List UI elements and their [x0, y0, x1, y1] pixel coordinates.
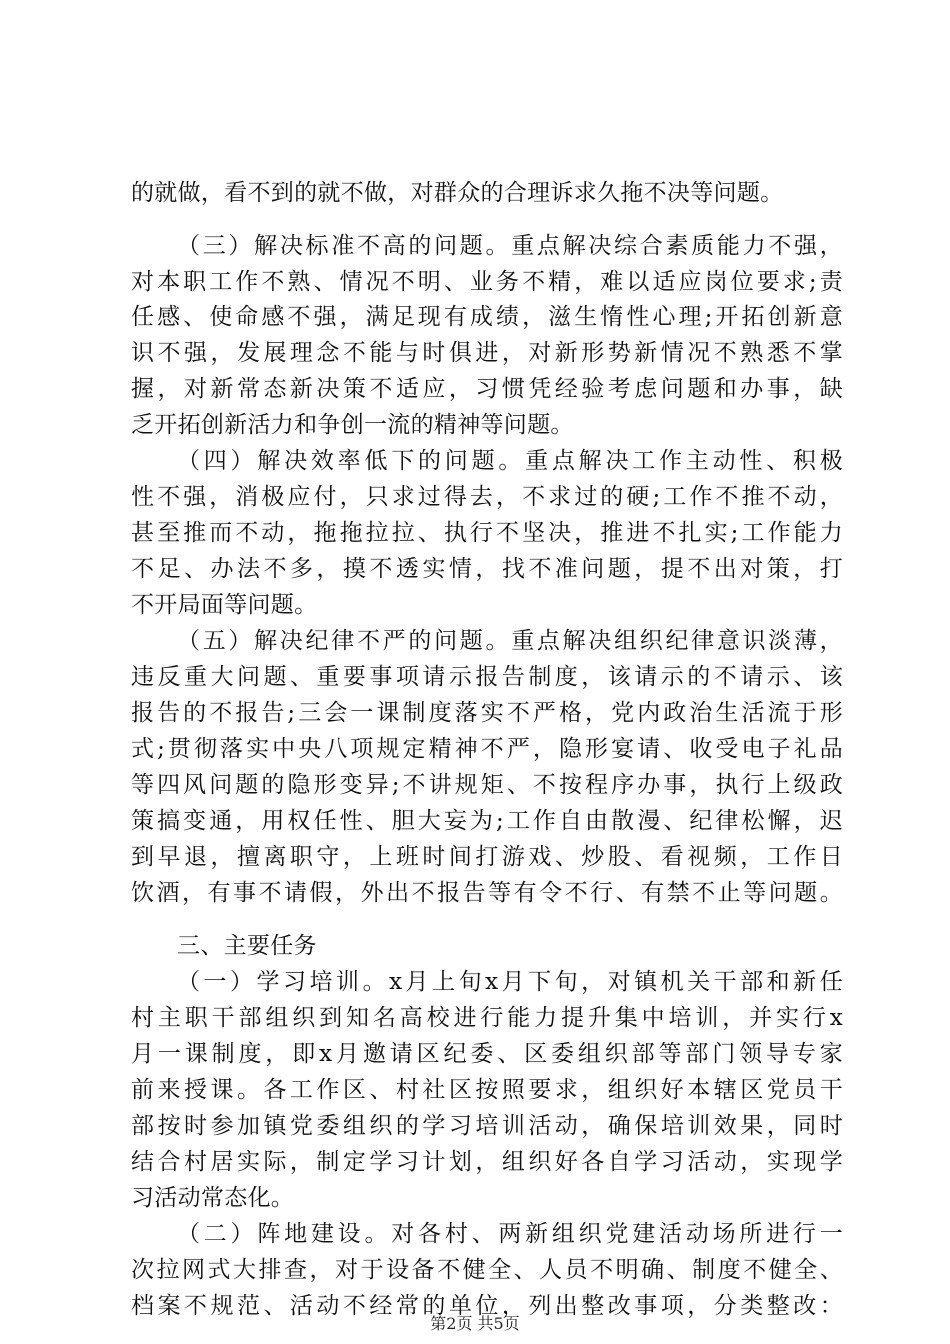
paragraph-4-line: （四）解决效率低下的问题。重点解决工作主动性、积极 [177, 448, 843, 474]
text-line: 握，对新常态新决策不适应，习惯凭经验考虑问题和办事，缺 [131, 376, 843, 402]
text-line: 甚至推而不动，拖拖拉拉、执行不坚决，推进不扎实;工作能力 [131, 520, 843, 546]
text-line: 性不强，消极应付，只求过得去，不求过的硬;工作不推不动， [131, 484, 843, 510]
text-line: 式;贯彻落实中央八项规定精神不严，隐形宴请、收受电子礼品 [131, 736, 843, 762]
text-line: 的就做，看不到的就不做，对群众的合理诉求久拖不决等问题。 [131, 180, 784, 206]
text-line: 次拉网式大排查，对于设备不健全、人员不明确、制度不健全、 [131, 1257, 843, 1283]
text-line: 到早退，擅离职守，上班时间打游戏、炒股、看视频，工作日 [131, 844, 843, 870]
text-line: 村主职干部组织到知名高校进行能力提升集中培训，并实行x [131, 1005, 843, 1031]
text-line: 任感、使命感不强，满足现有成绩，滋生惰性心理;开拓创新意 [131, 304, 843, 330]
page-number-footer: 第2页 共5页 [430, 1314, 520, 1333]
section-heading: 三、主要任务 [177, 933, 317, 959]
text-line: 对本职工作不熟、情况不明、业务不精，难以适应岗位要求;责 [131, 269, 843, 295]
text-line: 不足、办法不多，摸不透实情，找不准问题，提不出对策，打 [131, 556, 843, 582]
text-line: 结合村居实际，制定学习计划，组织好各自学习活动，实现学 [131, 1149, 843, 1175]
task-2-line: （二）阵地建设。对各村、两新组织党建活动场所进行一 [177, 1221, 843, 1247]
text-line: 月一课制度，即x月邀请区纪委、区委组织部等部门领导专家 [131, 1041, 843, 1067]
text-line: 部按时参加镇党委组织的学习培训活动，确保培训效果，同时 [131, 1113, 843, 1139]
text-line: 违反重大问题、重要事项请示报告制度，该请示的不请示、该 [131, 664, 843, 690]
text-line: 前来授课。各工作区、村社区按照要求，组织好本辖区党员干 [131, 1077, 843, 1103]
text-line: 乏开拓创新活力和争创一流的精神等问题。 [131, 412, 574, 438]
text-line: 饮酒，有事不请假，外出不报告等有令不行、有禁不止等问题。 [131, 880, 843, 906]
text-line: 等四风问题的隐形变异;不讲规矩、不按程序办事，执行上级政 [131, 772, 843, 798]
paragraph-5-line: （五）解决纪律不严的问题。重点解决组织纪律意识淡薄， [177, 628, 843, 654]
text-line: 识不强，发展理念不能与时俱进，对新形势新情况不熟悉不掌 [131, 340, 843, 366]
text-line: 习活动常态化。 [131, 1185, 295, 1211]
task-1-line: （一）学习培训。x月上旬x月下旬，对镇机关干部和新任 [177, 969, 843, 995]
text-line: 策搞变通，用权任性、胆大妄为;工作自由散漫、纪律松懈，迟 [131, 808, 843, 834]
text-line: 档案不规范、活动不经常的单位，列出整改事项，分类整改： [131, 1293, 843, 1319]
paragraph-3-line: （三）解决标准不高的问题。重点解决综合素质能力不强， [177, 233, 843, 259]
text-line: 报告的不报告;三会一课制度落实不严格，党内政治生活流于形 [131, 700, 843, 726]
text-line: 不开局面等问题。 [131, 592, 318, 618]
